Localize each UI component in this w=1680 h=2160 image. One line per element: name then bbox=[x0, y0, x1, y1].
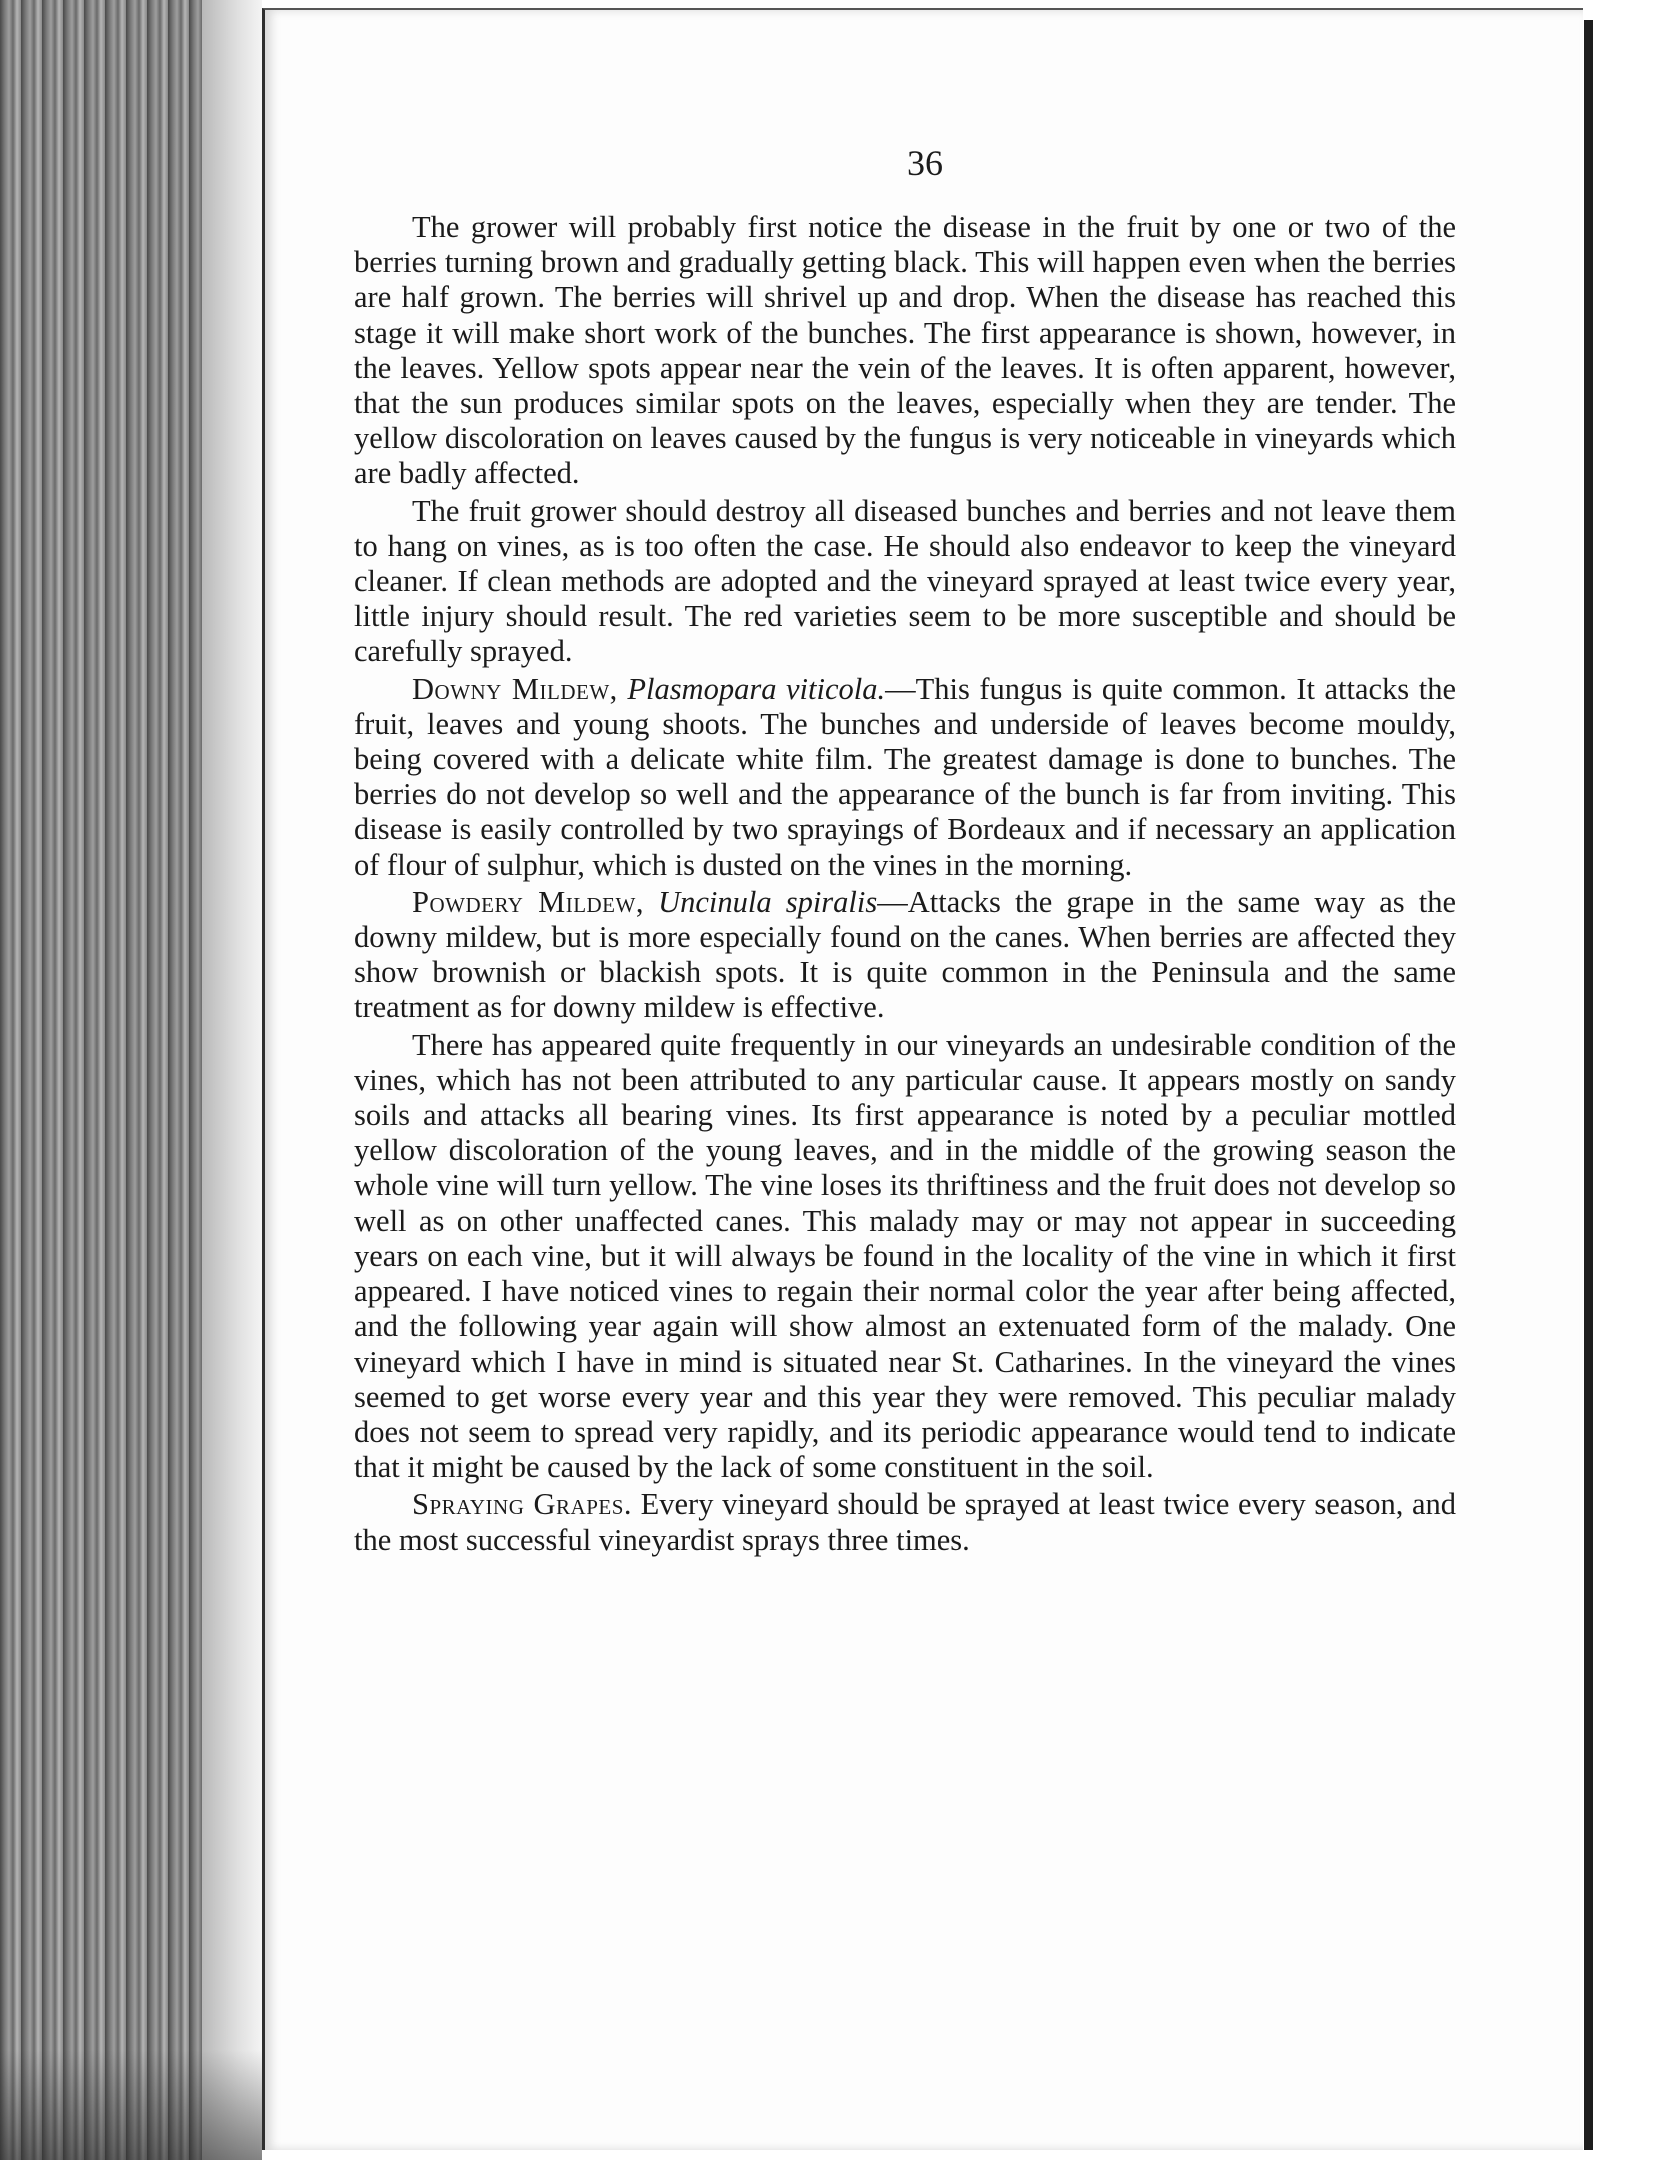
right-margin bbox=[1593, 0, 1680, 2160]
powdery-mildew-latin-name: Uncinula spiralis bbox=[643, 884, 878, 919]
page-number: 36 bbox=[907, 143, 943, 183]
book-edge-shadow bbox=[0, 2050, 262, 2160]
next-page-edge bbox=[1584, 20, 1593, 2150]
downy-mildew-body: —This fungus is quite common. It attacks the fruit, leaves and young shoots. The bunches and underside of leaves become mouldy, being covered with a delicate white film. The greatest damage is done to bunches. The berries do not develop so well and the appearance of the bunch is far from inviting. This disease is easily controlled by two sprayings of Bordeaux and if necessary an application of flour of sulphur, which is dusted on the vines in the morning. bbox=[354, 671, 1456, 882]
powdery-mildew-body: —Attacks the grape in the same way as the downy mildew, but is more especially found on the canes. When berries are affected they show brownish or blackish spots. It is quite common in the Peninsula and the same treatment as for downy mildew is effective. bbox=[354, 884, 1456, 1025]
spraying-grapes-heading: Spraying Grapes. bbox=[412, 1487, 633, 1522]
paragraph-downy-mildew bbox=[354, 672, 1456, 883]
paragraph-powdery-mildew bbox=[354, 885, 1456, 1026]
spraying-grapes-body: Every vineyard should be sprayed at least twice every season, and the most successful vineyardist sprays three times. bbox=[354, 1487, 1457, 1557]
page-text bbox=[354, 210, 1456, 1558]
downy-mildew-heading: Downy Mildew, bbox=[412, 671, 618, 706]
downy-mildew-latin-name: Plasmopara viticola. bbox=[617, 671, 886, 706]
paragraph-yellow-malady: There has appeared quite frequently in our vineyards an undesirable condition of the vines, which has not been attributed to any particular cause. It appears mostly on sandy soils and attacks all bearing vines. Its first appearance is noted by a peculiar mottled yellow discoloration of the young leaves, and in the middle of the growing season the whole vine will turn yellow. The vine loses its thriftiness and the fruit does not develop so well as on other unaffected canes. This malady may or may not appear in succeeding years on each vine, but it will always be found in the locality of the vine in which it first appeared. I have noticed vines to regain their normal color the year after being affected, and the following year again will show almost an extenuated form of the malady. One vineyard which I have in mind is situated near St. Catharines. In the vineyard the vines seemed to get worse every year and this year they were removed. This peculiar malady does not seem to spread very rapidly, and its periodic appearance would tend to indicate that it might be caused by the lack of some constituent in the soil. bbox=[354, 1027, 1456, 1485]
powdery-mildew-heading: Powdery Mildew, bbox=[412, 884, 644, 919]
paragraph-spraying-grapes bbox=[354, 1487, 1456, 1557]
paragraph-control-advice: The fruit grower should destroy all diseased bunches and berries and not leave them to hang on vines, as is too often the case. He should also endeavor to keep the vineyard cleaner. If clean methods are adopted and the vineyard sprayed at least twice every year, little injury should result. The red varieties seem to be more susceptible and should be carefully sprayed. bbox=[354, 493, 1456, 669]
book-page-edges bbox=[0, 0, 262, 2160]
paragraph-anthracnose-symptoms: The grower will probably first notice the disease in the fruit by one or two of the berries turning brown and gradually getting black. This will happen even when the berries are half grown. The berries will shrivel up and drop. When the disease has reached this stage it will make short work of the bunches. The first appearance is shown, however, in the leaves. Yellow spots appear near the vein of the leaves. It is often apparent, however, that the sun produces similar spots on the leaves, especially when they are tender. The yellow discoloration on leaves caused by the fungus is very noticeable in vineyards which are badly affected. bbox=[354, 210, 1456, 491]
